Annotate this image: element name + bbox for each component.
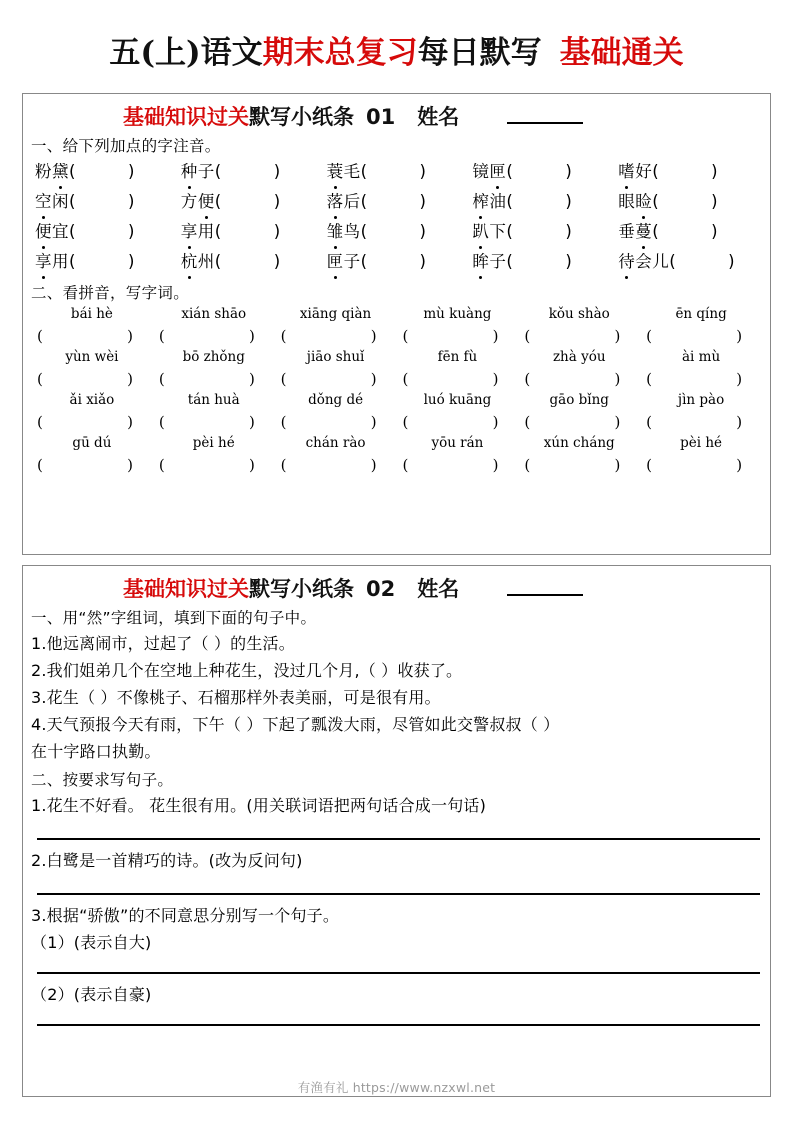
page-title-part-2: 期末总复习 [262,35,418,71]
fill-blank-item-4[interactable]: 4.天气预报今天有雨，下午（ ）下起了瓢泼大雨，尽管如此交警叔叔（ ） [31,715,560,734]
pinyin-answer-slot[interactable]: ( ) [646,456,743,474]
pinyin-label: yōu rán [431,435,484,451]
zy-dotted-char: 杭 [181,247,198,277]
zy-pre: 垂 [618,222,636,241]
pinyin-block [23,304,770,476]
pinyin-answer-slot[interactable]: ( ) [524,456,621,474]
pinyin-label: tán huà [187,392,240,408]
pinyin-answer-slot[interactable]: ( ) [280,370,377,388]
zy-dotted-char: 待 [618,247,635,277]
zy-post: 会儿 [635,252,670,271]
zhuyin-item: 趴下( ) [472,217,618,247]
zy-paren-open: ( [214,192,222,211]
pinyin-label: gū dú [72,435,112,451]
zhuyin-item: 眼睑( ) [618,187,764,217]
zy-paren-open: ( [506,222,514,241]
pinyin-answer-slot[interactable]: ( ) [158,370,255,388]
zhuyin-item: 匣子( ) [327,247,473,277]
zy-post: 下 [489,222,507,241]
answer-line-1[interactable] [37,838,760,840]
zy-post: 用 [197,222,215,241]
zhuyin-item: 享用( ) [181,217,327,247]
zy-paren-open: ( [652,162,660,181]
zy-dotted-char: 趴 [472,217,489,247]
zy-post: 子 [343,252,361,271]
worksheet-card-02 [22,565,771,1097]
zy-dotted-char: 嗜 [618,157,635,187]
sheet-01-number: 01 [366,105,396,129]
fill-blank-item-4-cont: 在十字路口执勤。 [31,742,161,761]
page-title-part-1: 五(上)语文 [109,35,263,71]
zy-paren-open: ( [506,252,514,271]
pinyin-label: zhà yóu [552,349,606,365]
zy-dotted-char: 雏 [327,217,344,247]
sheet-02-red-label: 基础知识过关 [123,577,249,601]
pinyin-answer-slot[interactable]: ( ) [37,370,133,388]
pinyin-answer-row [31,325,762,347]
zy-dotted-char: 便 [35,217,52,247]
zhuyin-item: 粉黛( ) [35,157,181,187]
zhuyin-item: 方便( ) [181,187,327,217]
pinyin-label: chán rào [305,435,366,451]
answer-line-2[interactable] [37,893,760,895]
pinyin-label-row [31,304,762,325]
rewrite-item-1: 1.花生不好看。 花生很有用。(用关联词语把两句话合成一句话) [31,796,487,815]
zy-pre: 方 [180,192,198,211]
pinyin-answer-slot[interactable]: ( ) [37,413,133,431]
page-title-part-3: 每日默写 [417,35,542,71]
zy-dotted-char: 享 [181,217,198,247]
rewrite-item-3-sub-1: （1）(表示自大) [31,933,152,952]
zy-paren-open: ( [360,162,368,181]
zhuyin-item: 雏鸟( ) [327,217,473,247]
sheet-02-number: 02 [366,577,396,601]
zy-post: 州 [197,252,215,271]
zy-paren-open: ( [69,252,76,271]
zy-paren-open: ( [214,222,222,241]
pinyin-answer-slot[interactable]: ( ) [402,413,499,431]
answer-line-3[interactable] [37,972,760,974]
zy-pre: 镜 [472,162,490,181]
pinyin-answer-slot[interactable]: ( ) [37,327,133,345]
pinyin-label: ài mù [682,349,721,365]
pinyin-label-row [31,347,762,368]
zy-paren-open: ( [506,192,514,211]
zy-post: 好 [635,162,653,181]
pinyin-label: ǎi xiǎo [69,392,115,408]
zy-dotted-char: 匣 [489,157,506,187]
pinyin-label: pèi hé [192,435,235,451]
pinyin-answer-slot[interactable]: ( ) [646,327,743,345]
pinyin-answer-slot[interactable]: ( ) [524,413,621,431]
sheet-02-black-label: 默写小纸条 [249,577,354,601]
pinyin-label: dǒng dé [308,392,364,408]
zhuyin-item: 镜匣( ) [472,157,618,187]
zhuyin-item: 空闲( ) [35,187,181,217]
pinyin-label: xiāng qiàn [299,306,372,322]
pinyin-answer-slot[interactable]: ( ) [280,456,377,474]
pinyin-answer-slot[interactable]: ( ) [402,327,499,345]
zy-dotted-char: 空 [35,187,52,217]
zy-dotted-char: 匣 [327,247,344,277]
pinyin-label: kǒu shào [548,306,610,322]
sheet-01-name-input-rule[interactable] [507,111,583,124]
pinyin-answer-slot[interactable]: ( ) [524,327,621,345]
fill-blank-item-3[interactable]: 3.花生（ ）不像桃子、石榴那样外表美丽，可是很有用。 [31,688,441,707]
pinyin-label: bái hè [70,306,113,322]
pinyin-answer-row [31,454,762,476]
pinyin-label: bō zhǒng [182,349,245,365]
zy-paren-open: ( [69,222,76,241]
zy-post: 闲 [52,192,69,211]
pinyin-answer-slot[interactable]: ( ) [280,327,377,345]
pinyin-answer-slot[interactable]: ( ) [402,370,499,388]
zy-pre: 眼 [618,192,636,211]
zy-dotted-char: 落 [327,187,344,217]
zy-paren-open: ( [69,192,76,211]
zhuyin-item: 嗜好( ) [618,157,764,187]
zy-dotted-char: 榨 [472,187,489,217]
zhuyin-item: 享用( ) [35,247,181,277]
watermark: 有渔有礼 https://www.nzxwl.net [297,1080,496,1095]
pinyin-label: xún cháng [543,435,615,451]
zy-post: 鸟 [343,222,361,241]
rewrite-item-3-sub-2: （2）(表示自豪) [31,985,152,1004]
zy-paren-open: ( [214,162,222,181]
zy-post: 用 [52,252,69,271]
pinyin-answer-slot[interactable]: ( ) [280,413,377,431]
sheet-02-header [23,566,770,605]
pinyin-answer-slot[interactable]: ( ) [646,370,743,388]
zy-post: 后 [343,192,361,211]
zy-paren-open: ( [214,252,222,271]
zhuyin-item: 榨油( ) [472,187,618,217]
rewrite-item-2: 2.白鹭是一首精巧的诗。(改为反问句) [31,851,303,870]
pinyin-answer-slot[interactable]: ( ) [158,456,255,474]
sheet-02-name-label: 姓名 [417,577,460,601]
zy-post: 毛 [343,162,361,181]
pinyin-label: luó kuāng [423,392,492,408]
zy-pre: 粉 [35,162,52,181]
zhuyin-item: 杭州( ) [181,247,327,277]
fill-blank-item-1[interactable]: 1.他远离闹市，过起了（ ）的生活。 [31,634,295,653]
zhuyin-grid [23,157,770,277]
sheet-02-name-input-rule[interactable] [507,583,583,596]
zy-paren-open: ( [652,222,660,241]
sheet-01-black-label: 默写小纸条 [249,105,354,129]
zy-post: 子 [197,162,215,181]
zy-dotted-char: 便 [198,187,215,217]
zhuyin-item: 便宜( ) [35,217,181,247]
zy-paren-open: ( [360,252,368,271]
zhuyin-item: 待会儿( ) [618,247,764,277]
pinyin-label: gāo bǐng [549,392,609,408]
pinyin-answer-slot[interactable]: ( ) [402,456,499,474]
pinyin-label: mù kuàng [423,306,492,322]
zy-dotted-char: 蓑 [327,157,344,187]
pinyin-answer-slot[interactable]: ( ) [158,413,255,431]
zy-paren-open: ( [360,222,368,241]
pinyin-label: jiāo shuǐ [306,349,365,365]
sheet-01-section2-heading: 二、看拼音，写字词。 [31,284,190,302]
sheet-01-header [23,94,770,133]
zy-paren-open: ( [69,162,76,181]
rewrite-item-3: 3.根据“骄傲”的不同意思分别写一个句子。 [31,906,340,925]
pinyin-answer-slot[interactable]: ( ) [646,413,743,431]
pinyin-label-row [31,390,762,411]
pinyin-answer-slot[interactable]: ( ) [158,327,255,345]
zhuyin-item: 落后( ) [327,187,473,217]
zy-dotted-char: 种 [181,157,198,187]
zhuyin-item: 眸子( ) [472,247,618,277]
zy-dotted-char: 黛 [52,157,69,187]
pinyin-answer-slot[interactable]: ( ) [524,370,621,388]
zy-post: 宜 [52,222,69,241]
sheet-01-section1-heading: 一、给下列加点的字注音。 [31,137,221,155]
pinyin-answer-row [31,411,762,433]
sheet-01-red-label: 基础知识过关 [123,105,249,129]
zy-dotted-char: 蔓 [635,217,652,247]
zhuyin-item: 种子( ) [181,157,327,187]
pinyin-label: jìn pào [677,392,725,408]
sheet-02-section2-heading: 二、按要求写句子。 [31,771,174,789]
answer-line-4[interactable] [37,1024,760,1026]
pinyin-label-row [31,433,762,454]
zy-post: 油 [489,192,507,211]
zy-paren-open: ( [360,192,368,211]
zy-dotted-char: 眸 [472,247,489,277]
zhuyin-item: 蓑毛( ) [327,157,473,187]
zy-dotted-char: 享 [35,247,52,277]
zy-paren-open: ( [506,162,514,181]
zy-paren-open: ( [652,192,660,211]
zy-paren-open: ( [669,252,677,271]
zy-post: 子 [489,252,507,271]
zhuyin-item: 垂蔓( ) [618,217,764,247]
worksheet-card-01 [22,93,771,555]
fill-blank-item-2[interactable]: 2.我们姐弟几个在空地上种花生，没过几个月,（ ）收获了。 [31,661,463,680]
sheet-02-section1-heading: 一、用“然”字组词，填到下面的句子中。 [31,609,317,627]
pinyin-answer-slot[interactable]: ( ) [37,456,133,474]
sheet-01-name-label: 姓名 [417,105,460,129]
pinyin-label: ēn qíng [675,306,727,322]
pinyin-label: yùn wèi [65,349,119,365]
pinyin-label: xián shāo [181,306,247,322]
page-title [0,0,793,69]
zy-dotted-char: 睑 [635,187,652,217]
pinyin-label: fēn fù [437,349,478,365]
pinyin-answer-row [31,368,762,390]
pinyin-label: pèi hé [680,435,723,451]
page-title-part-4: 基础通关 [559,35,684,71]
